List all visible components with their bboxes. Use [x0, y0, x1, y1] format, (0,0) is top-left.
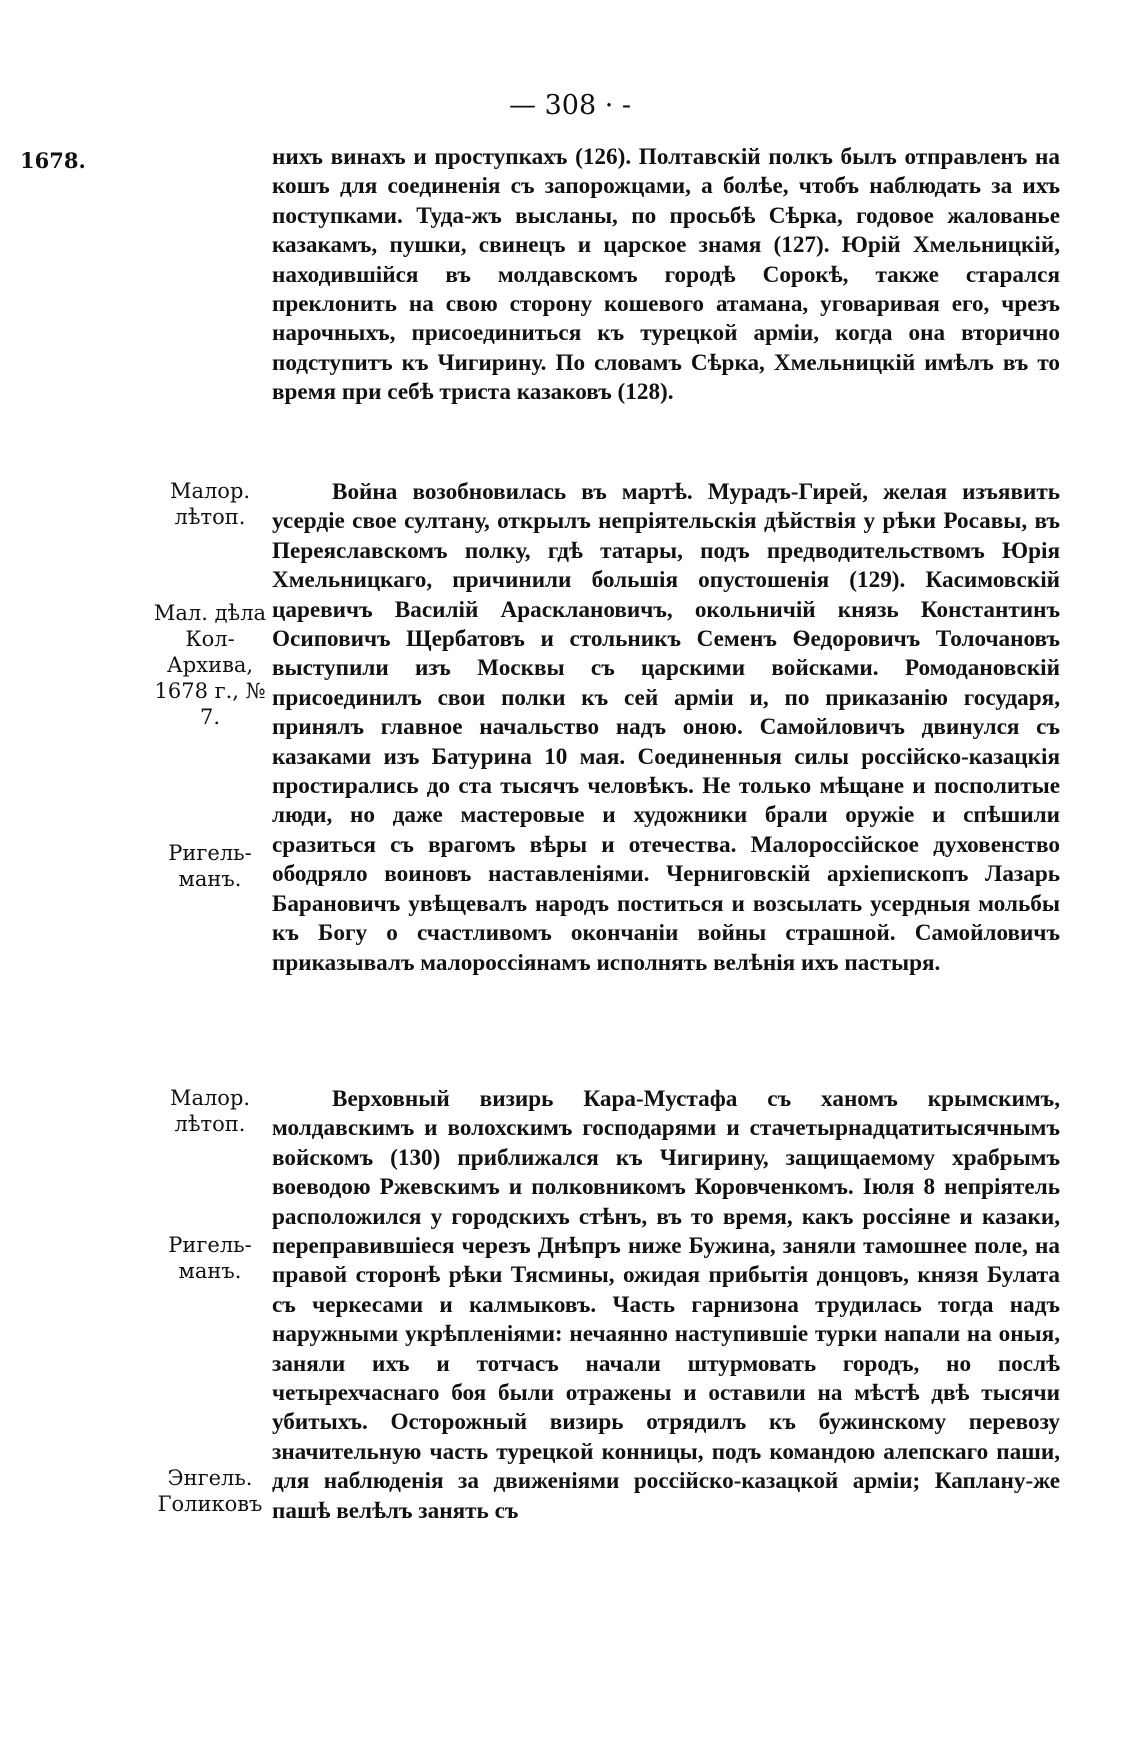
paragraph-1: нихъ винахъ и проступкахъ (126). Полтавскій полкъ былъ отправленъ на кошъ для соединенія съ запорожцами, а болѣе, чтобъ наблюдать за ихъ поступками. Туда-жъ высланы, по просьбѣ Сѣрка, годовое жалованье казакамъ, пушки, свинецъ и царское знамя (127). Юрій Хмельницкій, находившійся въ молдавскомъ городѣ Сорокѣ, также старался преклонить на свою сторону кошевого атамана, уговаривая его, чрезъ нарочныхъ, присоединиться къ турецкой арміи, когда она вторично подступитъ къ Чигирину. По словамъ Сѣрка, Хмельницкій имѣлъ въ то время при себѣ триста казаковъ (128). [272, 144, 1060, 406]
margin-note-rigelman-1: Ригель- манъ. [168, 841, 252, 891]
margin-year: 1678. [20, 148, 86, 173]
paragraph-2: Война возобновилась въ мартѣ. Мурадъ-Гирей, желая изъявить усердіе свое султану, открылъ непріятельскія дѣйствія у рѣки Росавы, въ Переяславскомъ полку, гдѣ татары, подъ предводительствомъ Юрія Хмельницкаго, причинили большія опустошенія (129). Касимовскій царевичъ Василій Арасклановичъ, окольничій князь Константинъ Осиповичъ Щербатовъ и стольникъ Семенъ Ѳедоровичъ Толочановъ выступили изъ Москвы съ царскими войсками. Ромодановскій присоединилъ свои полки къ сей арміи и, по приказанію государя, принялъ главное начальство надъ оною. Самойловичъ двинулся съ казаками изъ Батурина 10 мая. Соединенныя силы россійско-казацкія простирались до ста тысячъ человѣкъ. Не только мѣщане и посполитые люди, но даже мастеровые и художники брали оружіе и спѣшили сразиться съ врагомъ вѣры и отечества. Малороссійское духовенство ободряло воиновъ наставленіями. Черниговскій архіепископъ Лазарь Барановичъ увѣщевалъ народъ поститься и возсылать усердныя мольбы къ Богу о счастливомъ окончаніи войны страшной. Самойловичъ приказывалъ малороссіянамъ исполнять велѣнія ихъ пастыря. [272, 479, 1060, 976]
margin-note-engel-golikov: Энгель. Голиковъ [157, 1466, 263, 1516]
margin-note-malor-letop-1: Малор. лѣтоп. [169, 479, 251, 529]
paragraph-3: Верховный визирь Кара-Мустафа съ ханомъ крымскимъ, молдавскимъ и волохскимъ господарями и стачетырнадцатитысячнымъ войскомъ (130) приближался къ Чигирину, защищаемому храбрымъ воеводою Ржевскимъ и полковникомъ Коровченкомъ. Іюля 8 непріятель расположился у городскихъ стѣнъ, въ то время, какъ россіяне и казаки, переправившіеся черезъ Днѣпръ ниже Бужина, заняли тамошнее поле, на правой сторонѣ рѣки Тясмины, ожидая прибытія донцовъ, князя Булата съ черкесами и калмыковъ. Часть гарнизона трудилась тогда надъ наружными укрѣпленіями: нечаянно наступившіе турки напали на оныя, заняли ихъ и тотчасъ начали штурмовать городъ, но послѣ четырехчаснаго боя были отражены и оставили на мѣстѣ двѣ тысячи убитыхъ. Осторожный визирь отрядилъ къ бужинскому перевозу значительную часть турецкой конницы, подъ командою алепскаго паши, для наблюденія за движеніями россійско-казацкой арміи; Каплану-же пашѣ велѣлъ занять съ [272, 1086, 1060, 1524]
margin-note-rigelman-2: Ригель- манъ. [168, 1233, 252, 1283]
margin-note-malor-letop-2: Малор. лѣтоп. [169, 1086, 251, 1136]
margin-note-mal-dela: Мал. дѣла Кол- Архива, 1678 г., № 7. [153, 601, 267, 729]
page-number: — 308 · - [509, 90, 631, 121]
